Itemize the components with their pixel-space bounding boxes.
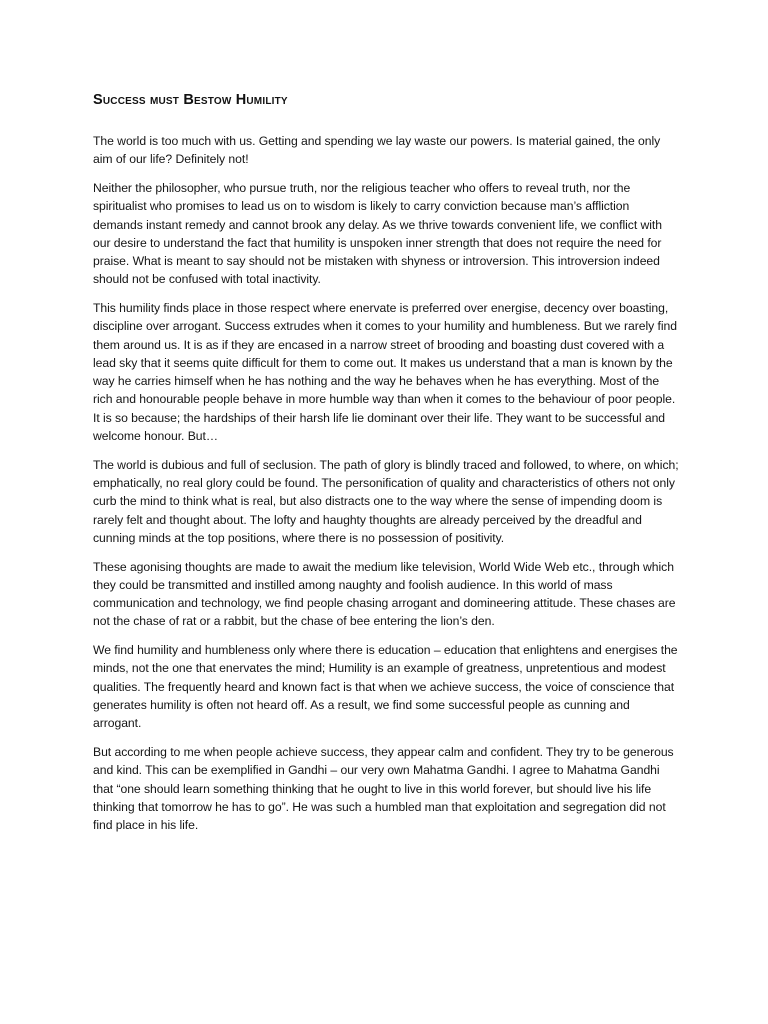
paragraph-1: The world is too much with us. Getting and spending we lay waste our powers. Is material gained, the only aim of our life? Definitely not! — [93, 134, 661, 167]
paragraph-4: The world is dubious and full of seclusion. The path of glory is blindly traced and followed, to where, on which; emphatically, no real glory could be found. The personification of quality and characteristics of others not only curb the mind to think what is real, but also distracts one to the way where the sense of impending doom is rarely felt and thought about. The lofty and haughty thoughts are already perceived by the dreadful and cunning minds at the top positions, where there is no possession of positivity. — [93, 457, 679, 545]
paragraph-5: These agonising thoughts are made to await the medium like television, World Wide Web etc., through which they could be transmitted and instilled among naughty and foolish audience. In this world of mass communication and technology, we find people chasing arrogant and domineering attitude. These chases are not the chase of rat or a rabbit, but the chase of bee entering the lion’s den. — [93, 559, 676, 629]
paragraph-6: We find humility and humbleness only where there is education – education that enlightens and energises the minds, not the one that enervates the mind; Humility is an example of greatness, unpretentious and modest qualities. The frequently heard and known fact is that when we achieve success, the voice of conscience that generates humility is often not heard off. As a result, we find some successful people as cunning and arrogant. — [93, 643, 678, 731]
paragraph-7: But according to me when people achieve success, they appear calm and confident. They try to be generous and kind. This can be exemplified in Gandhi – our very own Mahatma Gandhi. I agree to Mahatma Gandhi that “one should learn something thinking that he ought to live in this world forever, but should live his life thinking that tomorrow he has to go”. He was such a humbled man that exploitation and segregation did not find place in his life. — [93, 745, 674, 833]
paragraph-2: Neither the philosopher, who pursue truth, nor the religious teacher who offers to reveal truth, nor the spiritualist who promises to lead us on to wisdom is likely to carry conviction because man’s affliction demands instant remedy and cannot brook any delay. As we thrive towards convenient life, we conflict with our desire to understand the fact that humility is unspoken inner strength that does not require the need for praise. What is meant to say should not be mistaken with shyness or introversion. This introversion indeed should not be confused with total inactivity. — [93, 181, 662, 287]
paragraph-3: This humility finds place in those respect where enervate is preferred over energise, decency over boasting, discipline over arrogant. Success extrudes when it comes to your humility and humbleness. But we rarely find them around us. It is as if they are encased in a narrow street of brooding and boasting dust covered with a lead sky that it seems quite difficult for them to come out. It makes us understand that a man is known by the way he carries himself when he has nothing and the way he behaves when he has everything. Most of the rich and honourable people behave in more humble way than when it comes to the behaviour of poor people. It is so because; the hardships of their harsh life lie dominant over their life. They want to be successful and welcome honour. But… — [93, 301, 677, 443]
document-title: Success must Bestow Humility — [93, 92, 288, 108]
